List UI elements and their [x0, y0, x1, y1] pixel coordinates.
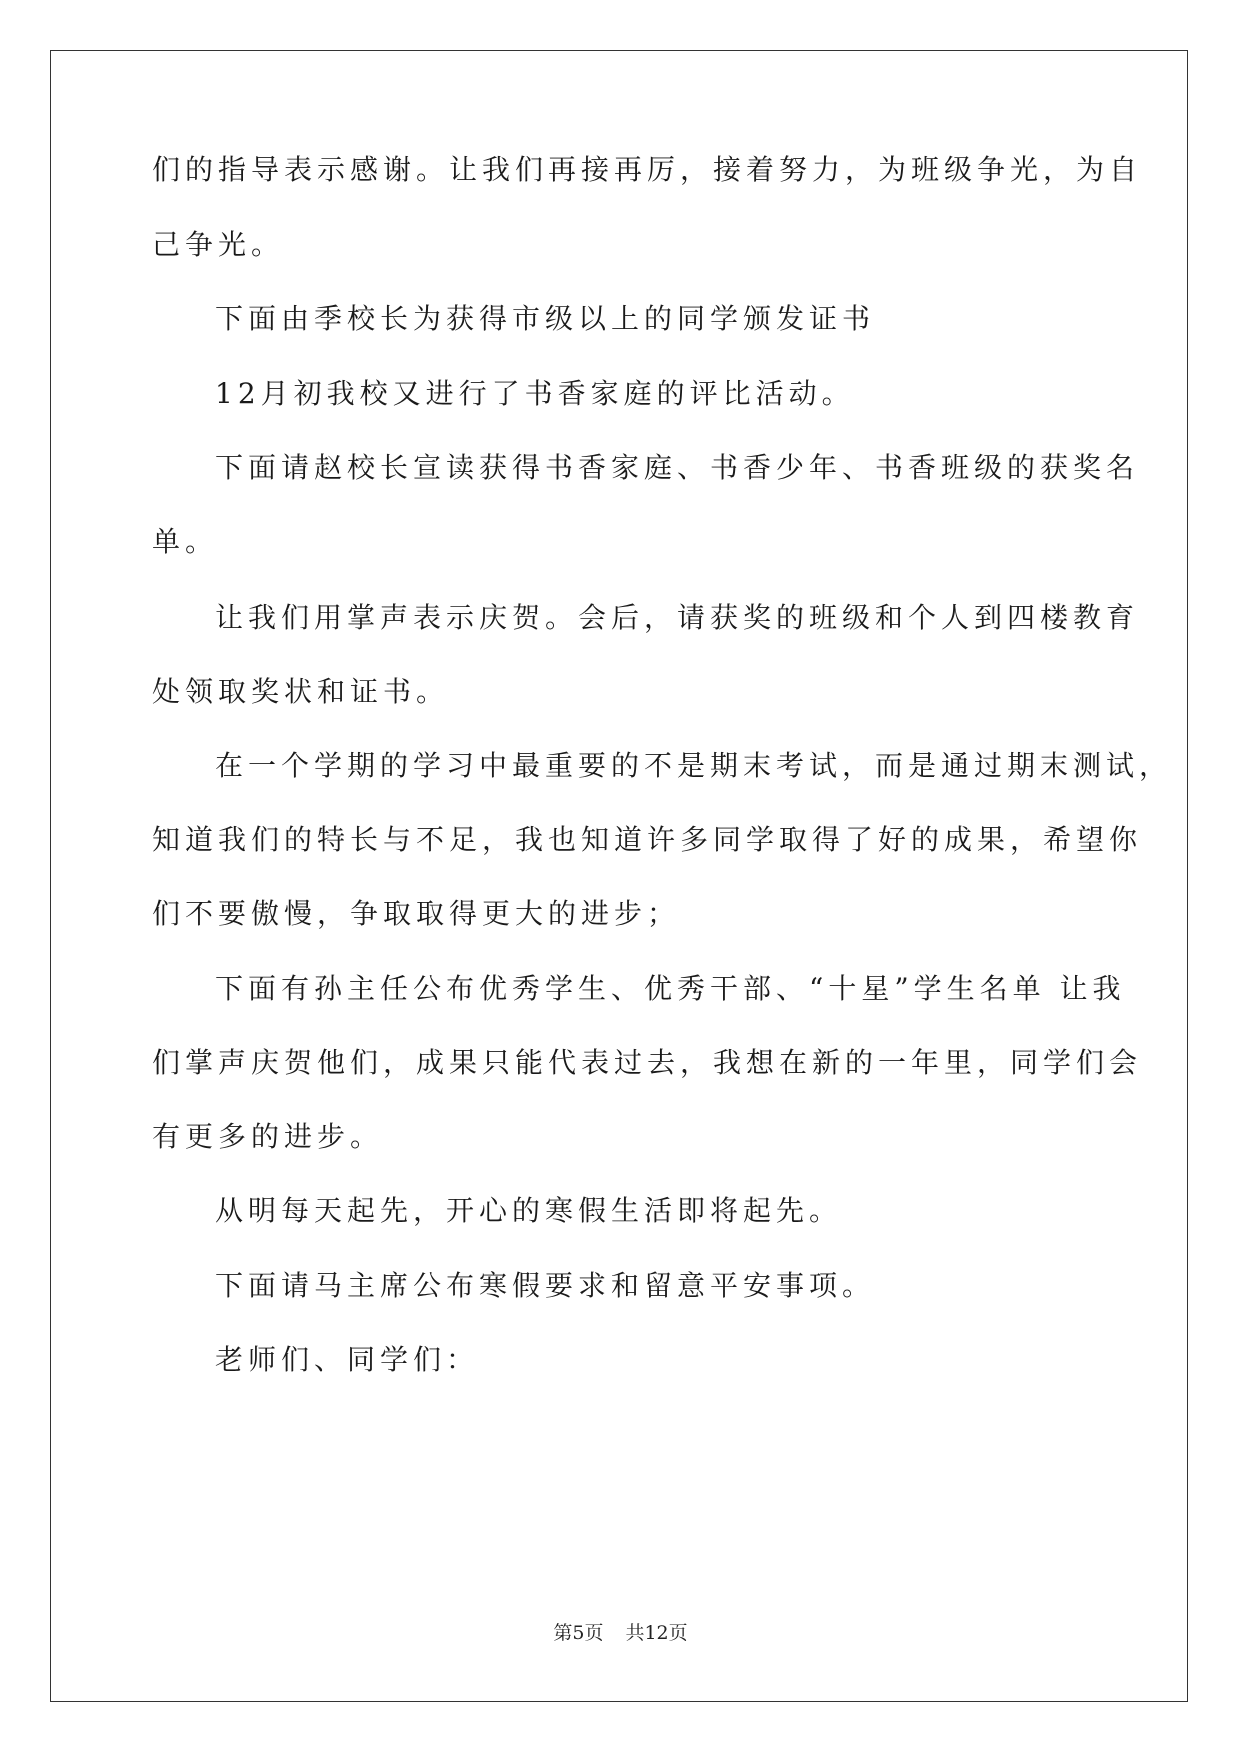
body-line: 有更多的进步。	[152, 1120, 384, 1153]
body-line: 老师们、同学们：	[215, 1343, 480, 1376]
body-line: 在一个学期的学习中最重要的不是期末考试，而是通过期末测试，	[215, 749, 1173, 782]
body-line: 下面由季校长为获得市级以上的同学颁发证书	[215, 302, 876, 335]
body-line: 从明每天起先，开心的寒假生活即将起先。	[215, 1194, 843, 1227]
body-line: 单。	[152, 525, 219, 558]
body-line: 下面有孙主任公布优秀学生、优秀干部、“十星”学生名单 让我	[215, 972, 1126, 1005]
page-border	[50, 50, 1188, 1702]
page-footer	[0, 1618, 1241, 1645]
body-line: 下面请马主席公布寒假要求和留意平安事项。	[215, 1269, 876, 1302]
page-total: 共12页	[625, 1622, 688, 1644]
body-line: 们的指导表示感谢。让我们再接再厉，接着努力，为班级争光，为自	[152, 153, 1143, 186]
body-line: 下面请赵校长宣读获得书香家庭、书香少年、书香班级的获奖名	[215, 451, 1140, 484]
body-line: 们掌声庆贺他们，成果只能代表过去，我想在新的一年里，同学们会	[152, 1046, 1143, 1079]
body-line: 己争光。	[152, 228, 285, 261]
body-line: 知道我们的特长与不足，我也知道许多同学取得了好的成果，希望你	[152, 823, 1143, 856]
body-line: 处领取奖状和证书。	[152, 675, 450, 708]
body-line: 们不要傲慢，争取取得更大的进步；	[152, 897, 681, 930]
body-line: 12月初我校又进行了书香家庭的评比活动。	[215, 377, 855, 410]
body-line: 让我们用掌声表示庆贺。会后，请获奖的班级和个人到四楼教育	[215, 601, 1140, 634]
page-number: 第5页	[553, 1622, 604, 1644]
